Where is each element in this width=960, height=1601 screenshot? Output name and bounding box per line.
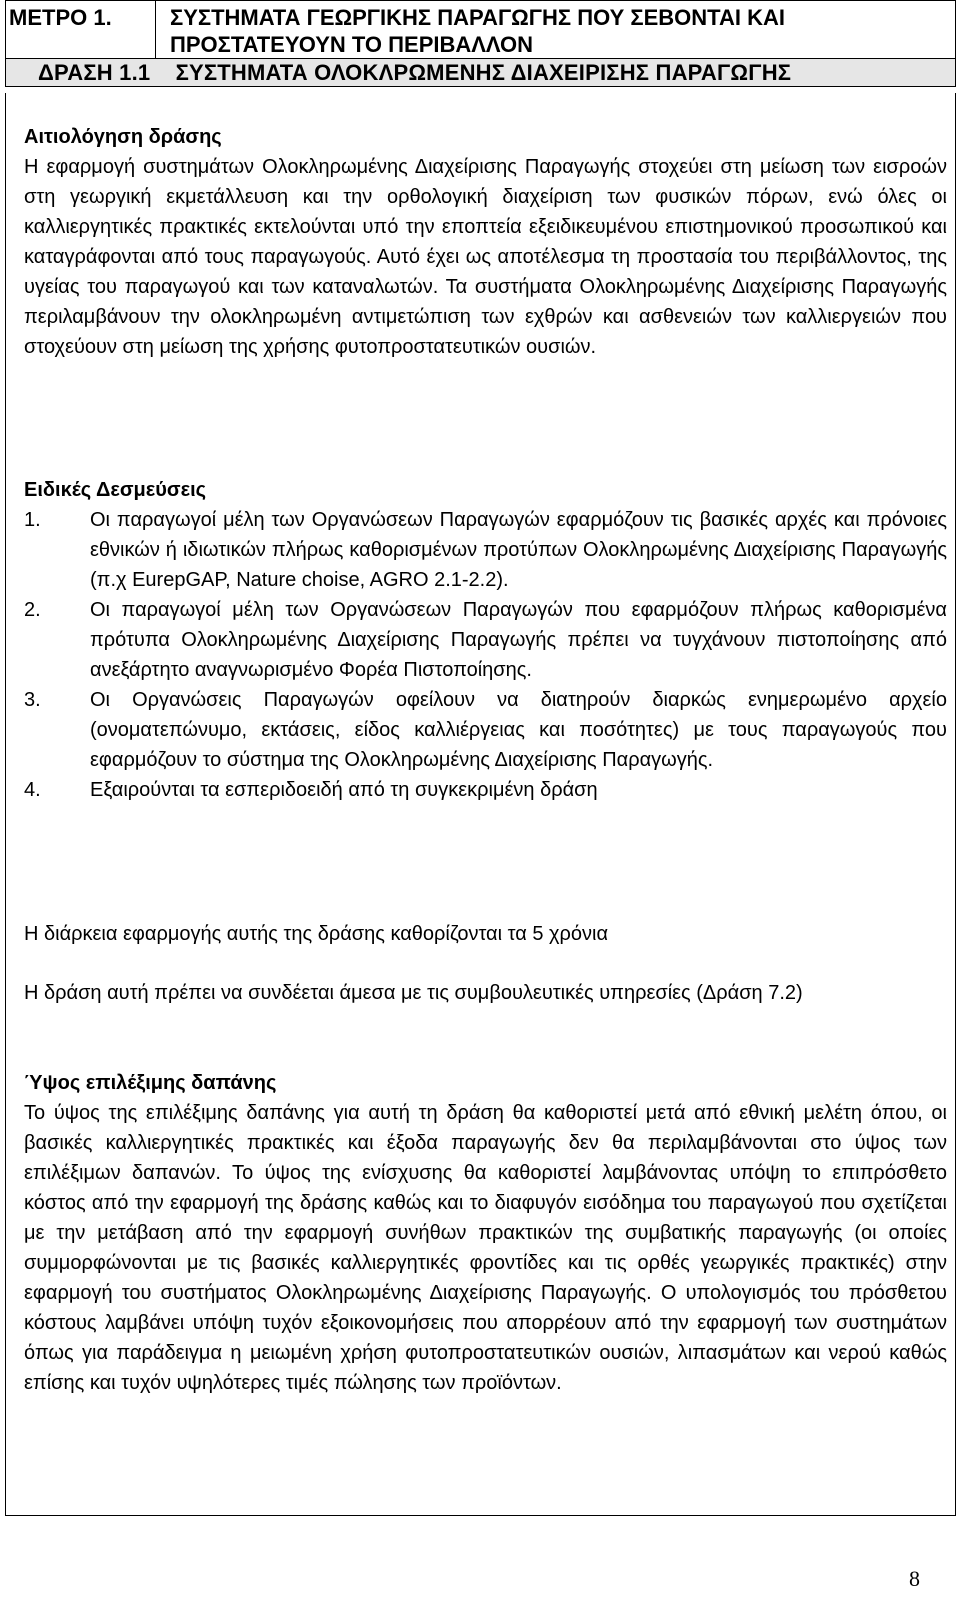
- action-row: [6, 59, 956, 87]
- action-label: ΔΡΑΣΗ 1.1: [38, 60, 151, 85]
- list-item: [24, 775, 947, 805]
- list-item-number: 2.: [24, 599, 41, 621]
- expenditure-heading: Ύψος επιλέξιμης δαπάνης: [24, 1072, 277, 1094]
- justification-text: Η εφαρμογή συστημάτων Ολοκληρωμένης Διαχείρισης Παραγωγής στοχεύει στη μείωση των εισροών στη γεωργική εκμετάλλευση και την ορθολογική διαχείριση των φυσικών πόρων, ενώ όλες οι καλλιεργητικές πρακτικές εκτελούνται υπό την εποπτεία εξειδικευμένου επιστημονικού προσωπικού και καταγράφονται από τους παραγωγούς. Αυτό έχει ως αποτέλεσμα τη προστασία του περιβάλλοντος, της υγείας του παραγωγού και των καταναλωτών. Τα συστήματα Ολοκληρωμένης Διαχείρισης Παραγωγής περιλαμβάνουν την ολοκληρωμένη αντιμετώπιση των εχθρών και ασθενειών των καλλιεργειών που στοχεύουν στη μείωση της χρήσης φυτοπροστατευτικών ουσιών.: [24, 156, 947, 358]
- list-item-text: Οι παραγωγοί μέλη των Οργανώσεων Παραγωγών εφαρμόζουν τις βασικές αρχές και πρόνοιες εθνικών ή ιδιωτικών πλήρως καθορισμένων προτύπων Ολοκληρωμένης Διαχείρισης Παραγωγής (π.χ EurepGAP, Nature choise, AGRO 2.1-2.2).: [90, 509, 947, 591]
- list-item-text: Οι παραγωγοί μέλη των Οργανώσεων Παραγωγών που εφαρμόζουν πλήρως καθορισμένα πρότυπα Ολοκληρωμένης Διαχείρισης Παραγωγής πρέπει να τυγχάνουν πιστοποίησης από ανεξάρτητο αναγνωρισμένο Φορέα Πιστοποίησης.: [90, 599, 947, 681]
- duration-text: Η διάρκεια εφαρμογής αυτής της δράσης καθορίζονται τα 5 χρόνια: [24, 923, 609, 945]
- commitments-section: [24, 475, 947, 505]
- content-box: [5, 93, 956, 1516]
- measure-label: ΜΕΤΡΟ 1.: [6, 1, 156, 59]
- list-item: [24, 685, 947, 775]
- list-item-number: 1.: [24, 509, 41, 531]
- commitments-heading: Ειδικές Δεσμεύσεις: [24, 479, 207, 501]
- justification-section: [24, 122, 947, 362]
- list-item-text: Εξαιρούνται τα εσπεριδοειδή από τη συγκεκριμένη δράση: [90, 779, 598, 801]
- list-item-text: Οι Οργανώσεις Παραγωγών οφείλουν να διατηρούν διαρκώς ενημερωμένο αρχείο (ονοματεπώνυμο, εκτάσεις, είδος καλλιέργειας και ποσότητες) με τους παραγωγούς που εφαρμόζουν το σύστημα της Ολοκληρωμένης Διαχείρισης Παραγωγής.: [90, 689, 947, 771]
- page-number: 8: [909, 1566, 920, 1591]
- list-item-number: 4.: [24, 779, 41, 801]
- justification-heading: Αιτιολόγηση δράσης: [24, 126, 222, 148]
- list-item: [24, 505, 947, 595]
- link-text: Η δράση αυτή πρέπει να συνδέεται άμεσα με τις συμβουλευτικές υπηρεσίες (Δράση 7.2): [24, 982, 803, 1004]
- measure-title: ΣΥΣΤΗΜΑΤΑ ΓΕΩΡΓΙΚΗΣ ΠΑΡΑΓΩΓΗΣ ΠΟΥ ΣΕΒΟΝΤΑΙ ΚΑΙ ΠΡΟΣΤΑΤΕΥΟΥΝ ΤΟ ΠΕΡΙΒΑΛΛΟΝ: [156, 1, 956, 59]
- list-item-number: 3.: [24, 689, 41, 711]
- expenditure-section: [24, 1068, 947, 1398]
- commitments-list: [24, 505, 947, 805]
- expenditure-text: Το ύψος της επιλέξιμης δαπάνης για αυτή τη δράση θα καθοριστεί μετά από εθνική μελέτη όπου, οι βασικές καλλιεργητικές πρακτικές και έξοδα παραγωγής δεν θα περιλαμβάνονται στο ύψος των επιλέξιμων δαπανών. Το ύψος της ενίσχυσης θα καθοριστεί λαμβάνοντας υπόψη το επιπρόσθετο κόστος από την εφαρμογή της δράσης καθώς και το διαφυγόν εισόδημα του παραγωγού που σχετίζεται με την μετάβαση από την εφαρμογή συνήθων πρακτικών της συμβατικής παραγωγής (οι οποίες συμμορφώνονται με τις βασικές καλλιεργητικές φροντίδες και τις ορθές γεωργικές πρακτικές) στην εφαρμογή του συστήματος Ολοκληρωμένης Διαχείρισης Παραγωγής. Ο υπολογισμός του πρόσθετου κόστους λαμβάνει υπόψη τυχόν εξοικονομήσεις που απορρέουν από την εφαρμογή των συστημάτων όπως για παράδειγμα η μειωμένη χρήση φυτοπροστατευτικών ουσιών, λιπασμάτων και νερού καθώς επίσης και τυχόν υψηλότερες τιμές πώλησης των προϊόντων.: [24, 1102, 947, 1394]
- action-title: ΣΥΣΤΗΜΑΤΑ ΟΛΟΚΛΡΩΜΕΝΗΣ ΔΙΑΧΕΙΡΙΣΗΣ ΠΑΡΑΓΩΓΗΣ: [175, 60, 792, 85]
- header-table: [5, 0, 956, 87]
- list-item: [24, 595, 947, 685]
